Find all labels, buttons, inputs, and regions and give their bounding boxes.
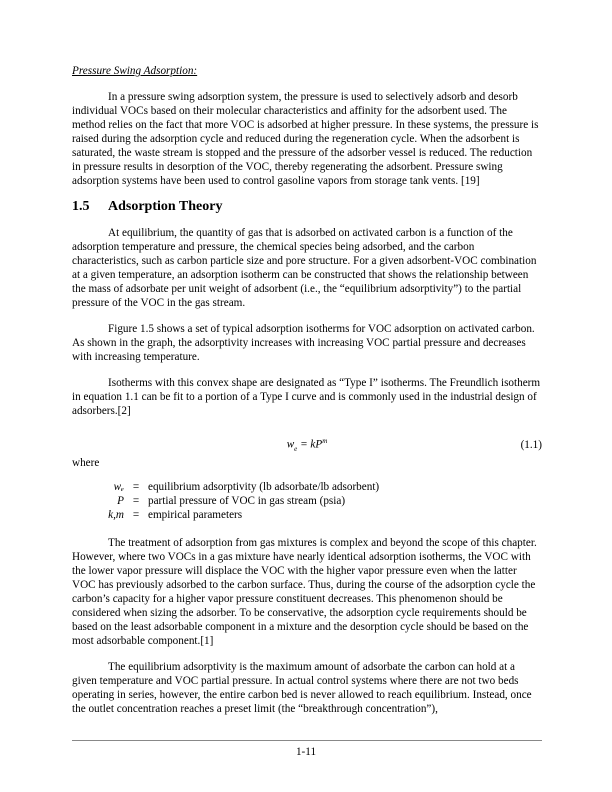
definition-symbol: k,m bbox=[108, 509, 124, 521]
where-label: where bbox=[72, 457, 100, 469]
equation-exponent: m bbox=[322, 437, 328, 445]
definition-symbol: P bbox=[117, 495, 124, 507]
equation-rhs: = kP bbox=[297, 438, 323, 451]
subsection-title: Pressure Swing Adsorption: bbox=[72, 65, 198, 77]
paragraph: Figure 1.5 shows a set of typical adsorption isotherms for VOC adsorption on activated carbon. As shown in the graph, the adsorptivity increases with increasing VOC partial pressure and decreases with increasing temperature. bbox=[72, 323, 535, 363]
psa-paragraph: In a pressure swing adsorption system, the pressure is used to selectively adsorb and desorb individual VOCs based on their molecular characteristics and affinity for the adsorbent used. The method relies on the fact that more VOC is adsorbed at higher pressure. In these systems, the pressure is raised during the adsorption cycle and reduced during the regeneration cycle. When the adsorbent is saturated, the waste stream is stopped and the pressure of the adsorber vessel is reduced. The reduction in pressure results in desorption of the VOC, thereby regenerating the adsorbent. Pressure swing adsorption systems have been used to control gasoline vapors from storage tank vents. [19] bbox=[72, 91, 539, 187]
equation-lhs: w bbox=[286, 438, 295, 451]
definition-text: equilibrium adsorptivity (lb adsorbate/lb adsorbent) bbox=[148, 481, 380, 493]
section-heading bbox=[72, 200, 542, 214]
definition-row bbox=[72, 508, 542, 522]
freundlich-equation bbox=[72, 434, 542, 456]
definition-text: empirical parameters bbox=[148, 509, 243, 521]
equation-row bbox=[72, 434, 542, 453]
paragraph: Isotherms with this convex shape are designated as “Type I” isotherms. The Freundlich isotherm in equation 1.1 can be fit to a portion of a Type I curve and is commonly used in the industrial design of adsorbers.[2] bbox=[72, 377, 541, 417]
equation-number: (1.1) bbox=[520, 439, 542, 451]
definition-equals: = bbox=[132, 495, 140, 507]
definition-text: partial pressure of VOC in gas stream (psia) bbox=[148, 495, 346, 507]
definition-equals: = bbox=[132, 481, 140, 493]
section-title: Adsorption Theory bbox=[108, 199, 223, 214]
definition-equals: = bbox=[132, 509, 140, 521]
page-number: 1-11 bbox=[295, 746, 317, 758]
equation-lhs-subscript: e bbox=[294, 444, 298, 453]
definition-symbol: wₑ bbox=[113, 481, 124, 493]
paragraph: At equilibrium, the quantity of gas that is adsorbed on activated carbon is a function of the adsorption temperature and pressure, the chemical species being adsorbed, and the carbon characteristics, such as carbon particle size and pore structure. For a given adsorbent-VOC combination at a given temperature, an adsorption isotherm can be constructed that shows the relationship between the mass of adsorbate per unit weight of adsorbent (i.e., the “equilibrium adsorptivity”) to the partial pressure of the VOC in the gas stream. bbox=[72, 227, 537, 309]
paragraph: The treatment of adsorption from gas mixtures is complex and beyond the scope of this chapter. However, where two VOCs in a gas mixture have nearly identical adsorption isotherms, the VOC with the lower vapor pressure will displace the VOC with the higher vapor pressure even when the latter VOC has previously adsorbed to the carbon surface. Thus, during the course of the adsorption cycle the carbon’s capacity for a higher vapor pressure constituent decreases. This phenomenon should be considered when sizing the adsorber. To be conservative, the adsorption cycle requirements should be based on the least adsorbable component in a mixture and the desorption cycle should be based on the most adsorbable component.[1] bbox=[72, 537, 537, 647]
paragraph: The equilibrium adsorptivity is the maximum amount of adsorbate the carbon can hold at a given temperature and VOC partial pressure. In actual control systems where there are not two beds operating in series, however, the entire carbon bed is never allowed to reach equilibrium. Instead, once the outlet concentration reaches a preset limit (the “breakthrough concentration”), bbox=[72, 661, 532, 715]
footer-divider bbox=[72, 740, 542, 741]
section-number: 1.5 bbox=[72, 199, 90, 214]
definition-row bbox=[72, 480, 542, 494]
definition-row bbox=[72, 494, 542, 508]
document-page bbox=[72, 64, 542, 716]
definitions-list bbox=[72, 480, 542, 522]
